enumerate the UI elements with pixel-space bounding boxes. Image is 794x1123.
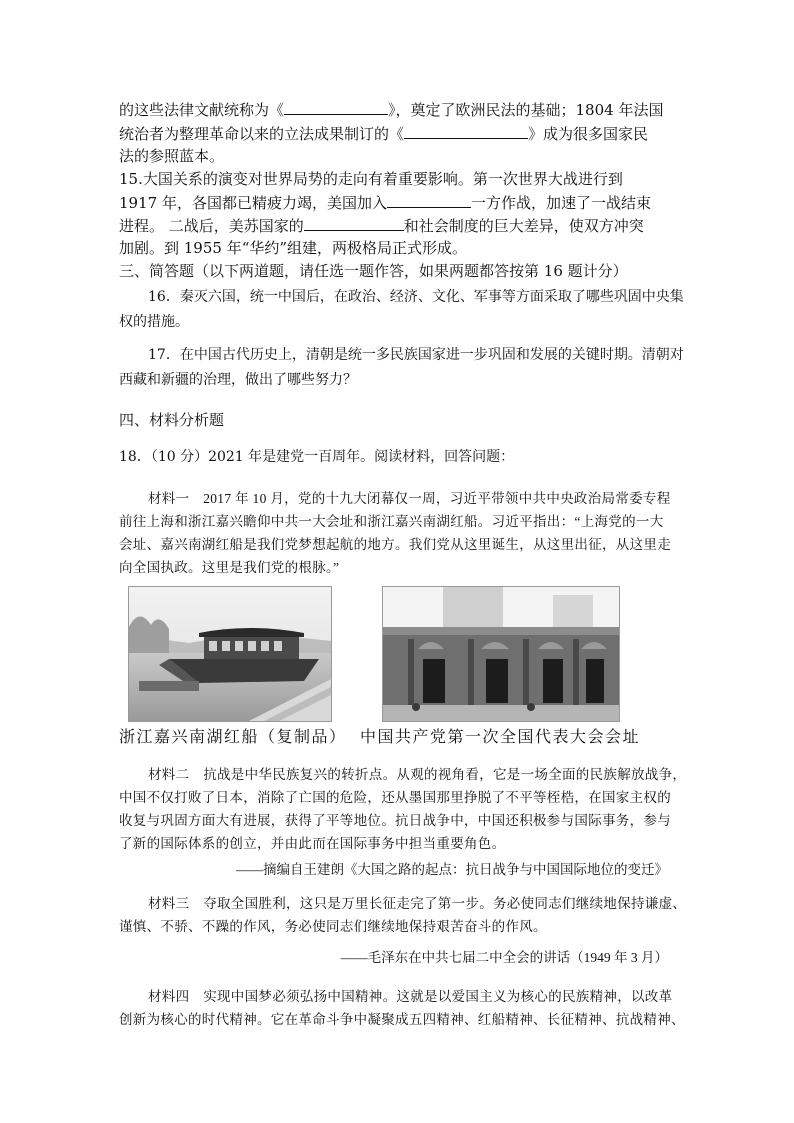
material-2-line-2: 中国不仅打败了日本，消除了亡国的危险，还从墨国那里挣脱了不平等桎梏，在国家主权的 (119, 790, 671, 805)
material-1-line-1: 材料一 2017 年 10 月，党的十九大闭幕仅一周，习近平带领中共中央政治局常委专程 (148, 491, 671, 506)
material-2-source: ——摘编自王建朗《大国之路的起点：抗日战争与中国国际地位的变迁》 (236, 862, 668, 877)
material-2-line-4: 了新的国际体系的创立，并由此而在国际事务中担当重要角色。 (119, 836, 506, 851)
answer-blank[interactable] (304, 214, 404, 231)
section-3-heading: 三、简答题（以下两道题，请任选一题作答，如果两题都答按第 16 题计分） (119, 262, 628, 280)
q18-stem: 18．（10 分）2021 年是建党一百周年。阅读材料，回答问题： (119, 449, 515, 465)
congress-site-photo (382, 586, 620, 722)
red-boat-photo (128, 586, 332, 722)
q15-line-3: 进程。 二战后，美苏国家的 和社会制度的巨大差异，使双方冲突 (119, 214, 644, 237)
material-1-line-2: 前往上海和浙江嘉兴瞻仰中共一大会址和浙江嘉兴南湖红船。习近平指出：“上海党的一大 (119, 514, 664, 529)
material-3-line-1: 材料三 夺取全国胜利，这只是万里长征走完了第一步。务必使同志们继续地保持谦虚、 (148, 896, 687, 911)
answer-blank[interactable] (284, 98, 388, 115)
answer-blank[interactable] (404, 122, 528, 139)
q15-line-2: 1917 年，各国都已精疲力竭，美国加入 一方作战，加速了一战结束 (119, 191, 651, 214)
material-2-line-3: 收复与巩固方面大有进展，获得了平等地位。抗日战争中，中国还积极参与国际事务，参与 (119, 813, 671, 828)
material-2-line-1: 材料二 抗战是中华民族复兴的转折点。从观的视角看，它是一场全面的民族解放战争， (148, 767, 687, 782)
red-boat-caption: 浙江嘉兴南湖红船（复制品） (119, 727, 347, 746)
q16-line-2: 权的措施。 (119, 314, 189, 330)
material-3-source: ——毛泽东在中共七届二中全会的讲话（1949 年 3 月） (340, 950, 668, 965)
congress-site-caption: 中国共产党第一次全国代表大会会址 (360, 727, 641, 746)
material-1-line-3: 会址、嘉兴南湖红船是我们党梦想起航的地方。我们党从这里诞生，从这里出征，从这里走 (119, 537, 671, 552)
answer-blank[interactable] (387, 191, 471, 208)
section-4-heading: 四、材料分析题 (119, 411, 225, 429)
q15-line-4: 加剧。到 1955 年“华约”组建，两极格局正式形成。 (119, 239, 468, 257)
q17-line-2: 西藏和新疆的治理，做出了哪些努力？ (119, 372, 357, 388)
material-3-line-2: 谨慎、不骄、不躁的作风，务必使同志们继续地保持艰苦奋斗的作风。 (119, 919, 547, 934)
material-1-line-4: 向全国执政。这里是我们党的根脉。” (119, 560, 340, 575)
material-4-line-1: 材料四 实现中国梦必须弘扬中国精神。这就是以爱国主义为核心的民族精神，以改革 (148, 989, 673, 1004)
red-boat-photo-icon (129, 587, 331, 721)
q14-line-1: 的这些法律文献统称为《 》，奠定了欧洲民法的基础；1804 年法国 (119, 98, 663, 121)
q14-line-2: 统治者为整理革命以来的立法成果制订的《 》成为很多国家民 (119, 122, 648, 145)
q14-line-3: 法的参照蓝本。 (119, 147, 225, 165)
q16-line-1: 16．秦灭六国，统一中国后，在政治、经济、文化、军事等方面采取了哪些巩固中央集 (148, 289, 684, 305)
q15-line-1: 15.大国关系的演变对世界局势的走向有着重要影响。第一次世界大战进行到 (119, 170, 623, 188)
congress-site-photo-icon (383, 587, 619, 721)
material-4-line-2: 创新为核心的时代精神。它在革命斗争中凝聚成五四精神、红船精神、长征精神、抗战精神、 (119, 1012, 685, 1027)
q17-line-1: 17．在中国古代历史上，清朝是统一多民族国家进一步巩固和发展的关键时期。清朝对 (148, 347, 684, 363)
